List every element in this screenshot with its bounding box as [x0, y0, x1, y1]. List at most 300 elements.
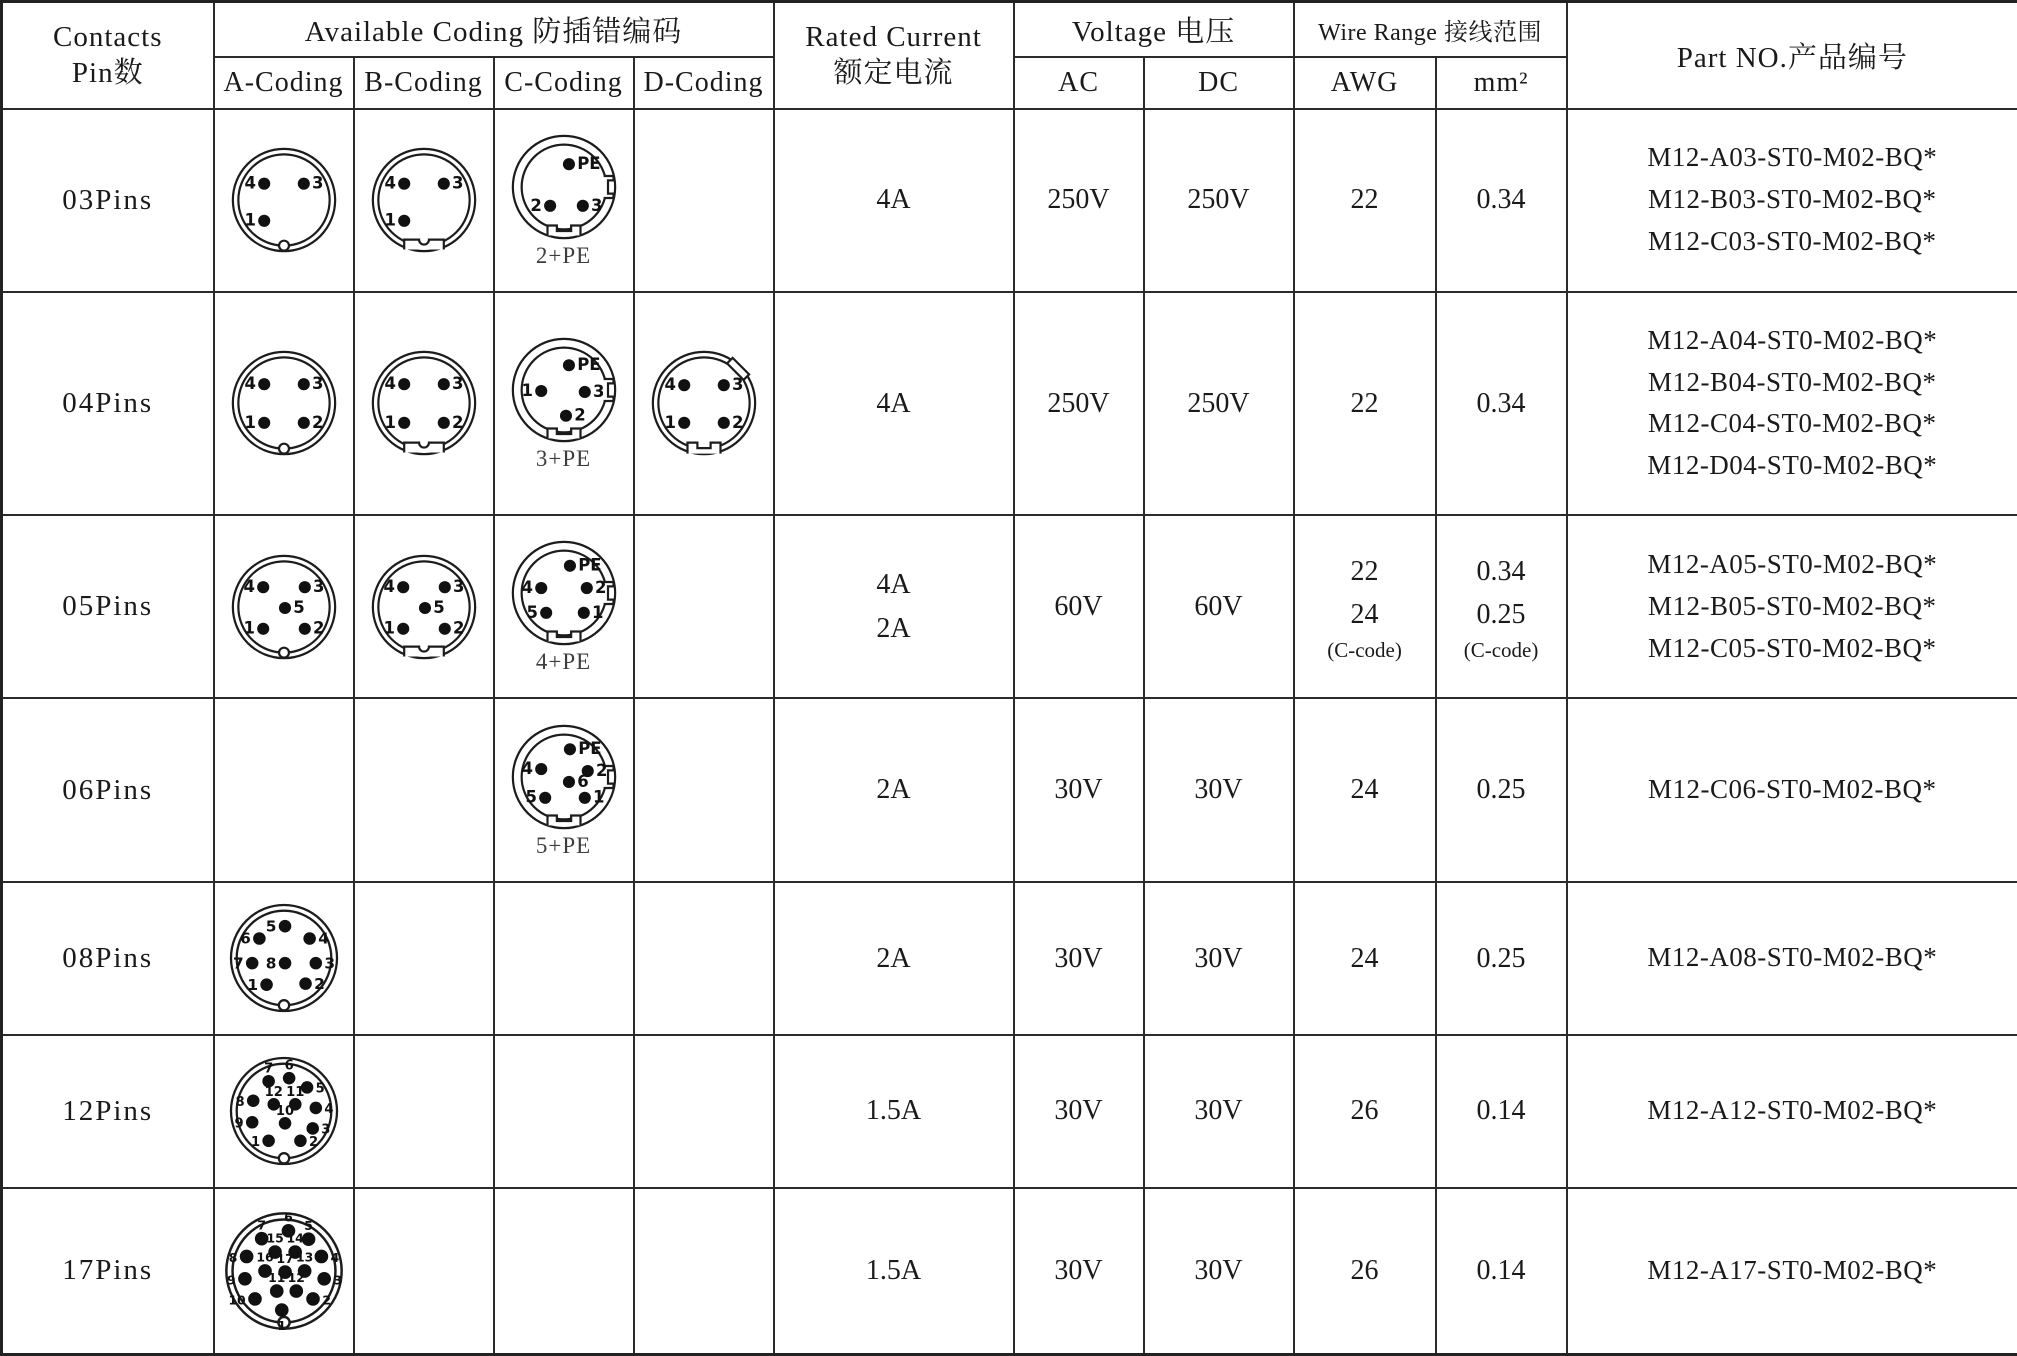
value-line: 2A [876, 612, 911, 644]
pin-3-label: 3 [452, 576, 465, 596]
rated-current-cell [774, 1035, 1014, 1188]
value-line: 22 [1350, 555, 1379, 587]
pin-12-label: 12 [287, 1269, 305, 1285]
part-no-cell [1567, 1188, 2017, 1355]
header-contacts-line1: Contacts [53, 21, 163, 53]
pin-4-dot [398, 379, 410, 391]
pin-2-label: 2 [731, 413, 744, 433]
pin-PE-dot [562, 359, 574, 371]
value-line: 24 [1350, 942, 1379, 974]
pin-2-dot [438, 623, 450, 635]
pins-count-label: 05Pins [62, 590, 154, 623]
pin-3-dot [309, 957, 322, 970]
pins-count-label: 06Pins [62, 773, 154, 806]
value-line: 250V [1047, 184, 1110, 216]
pin-1-dot [578, 791, 590, 803]
pin-1-dot [258, 215, 270, 227]
pins-count-cell [2, 1035, 214, 1188]
pin-2-label: 2 [529, 195, 542, 215]
pin-4-label: 4 [243, 173, 256, 193]
value-line: 0.34 [1476, 387, 1526, 419]
b-coding-connector [355, 145, 493, 255]
pin-PE-dot [562, 158, 574, 170]
a-coding-connector [215, 145, 353, 255]
d-coding-cell [634, 515, 774, 698]
pins-count-cell [2, 515, 214, 698]
pin-PE-label: PE [577, 738, 602, 758]
wire-mm2-cell [1436, 109, 1567, 292]
voltage-ac-cell [1014, 292, 1144, 515]
pin-8-label: 8 [265, 954, 276, 973]
a-coding-cell [214, 1035, 354, 1188]
value-line: M12-B03-ST0-M02-BQ* [1648, 184, 1937, 215]
pin-4-label: 4 [317, 929, 329, 948]
pin-1-dot [260, 979, 273, 992]
pin-3-dot [437, 178, 449, 190]
pin-10-label: 10 [275, 1103, 294, 1119]
pin-3-dot [297, 379, 309, 391]
pin-1-label: 1 [663, 413, 676, 433]
value-line: 30V [1054, 942, 1103, 974]
pin-4-label: 4 [243, 374, 256, 394]
pin-1-label: 1 [383, 210, 396, 230]
rated-current-cell [774, 515, 1014, 698]
voltage-ac-cell [1014, 1035, 1144, 1188]
wire-awg-cell [1294, 1188, 1436, 1355]
c-coding-cell [494, 109, 634, 292]
connector-face-b-coding-diagram [369, 552, 479, 662]
wire-mm2-cell [1436, 1188, 1567, 1355]
pin-6-label: 6 [283, 1209, 293, 1225]
spec-row-05pins [2, 515, 2017, 698]
d-coding-connector [635, 348, 773, 458]
pins-count-label: 12Pins [62, 1094, 154, 1127]
pin-2-dot [297, 417, 309, 429]
value-line: 30V [1194, 1255, 1243, 1287]
value-line: 1.5A [865, 1255, 922, 1287]
header-contacts-line2: Pin数 [71, 57, 144, 90]
header-rated-current-line2: 额定电流 [833, 57, 954, 90]
header-awg: AWG [1294, 57, 1436, 109]
header-b-coding: B-Coding [354, 57, 494, 109]
pin-3-dot [297, 178, 309, 190]
value-line: M12-A12-ST0-M02-BQ* [1647, 1095, 1938, 1126]
connector-face-c-coding-diagram [509, 538, 619, 648]
value-line: 30V [1194, 942, 1243, 974]
pins-count-label: 04Pins [62, 386, 154, 419]
voltage-dc-cell [1144, 1188, 1294, 1355]
pins-count-cell [2, 698, 214, 881]
value-line: (C-code) [1463, 637, 1539, 662]
b-coding-connector [355, 348, 493, 458]
pin-5-label: 5 [292, 597, 305, 617]
pin-1-label: 1 [246, 976, 258, 995]
value-line: M12-A05-ST0-M02-BQ* [1647, 549, 1938, 580]
value-line: M12-A04-ST0-M02-BQ* [1647, 324, 1938, 355]
value-line: M12-C06-ST0-M02-BQ* [1648, 774, 1937, 805]
value-line: M12-D04-ST0-M02-BQ* [1647, 450, 1938, 481]
wire-awg-cell [1294, 1035, 1436, 1188]
pin-1-label: 1 [243, 210, 256, 230]
pin-8-label: 8 [228, 1249, 237, 1265]
pin-8-dot [278, 957, 291, 970]
spec-row-17pins [2, 1188, 2017, 1355]
pin-4-dot [535, 763, 547, 775]
pin-PE-dot [563, 743, 575, 755]
header-d-coding: D-Coding [634, 57, 774, 109]
pin-4-dot [303, 932, 316, 945]
connector-face-a-coding-diagram [227, 1054, 341, 1168]
pin-10-label: 10 [227, 1292, 246, 1308]
voltage-dc-cell [1144, 109, 1294, 292]
pin-5-dot [278, 920, 291, 933]
value-line: 0.34 [1476, 184, 1526, 216]
pin-4-dot [258, 178, 270, 190]
c-coding-cell [494, 1188, 634, 1355]
spec-row-08pins [2, 882, 2017, 1035]
pin-12-dot [289, 1284, 303, 1298]
header-wire-range: Wire Range 接线范围 [1294, 2, 1567, 57]
pin-7-label: 7 [263, 1061, 273, 1077]
pin-3-label: 3 [731, 375, 744, 395]
pin-2-dot [298, 623, 310, 635]
voltage-dc-cell [1144, 515, 1294, 698]
b-coding-cell [354, 698, 494, 881]
pin-1-dot [262, 1135, 275, 1148]
connector-face-d-coding-diagram [649, 348, 759, 458]
pin-3-dot [576, 199, 588, 211]
pin-1-label: 1 [382, 618, 395, 638]
value-line: M12-C05-ST0-M02-BQ* [1648, 632, 1937, 663]
pin-9-dot [245, 1116, 258, 1129]
pin-5-dot [540, 607, 552, 619]
pins-count-label: 03Pins [62, 183, 154, 216]
rated-current-cell [774, 882, 1014, 1035]
pin-11-label: 11 [267, 1269, 285, 1285]
pin-16-label: 16 [255, 1249, 274, 1265]
a-coding-cell [214, 698, 354, 881]
pin-1-label: 1 [250, 1135, 260, 1151]
pin-1-label: 1 [276, 1317, 286, 1333]
pin-15-label: 15 [265, 1230, 284, 1246]
value-line: 22 [1350, 387, 1379, 419]
rated-current-cell [774, 292, 1014, 515]
rated-current-cell [774, 698, 1014, 881]
value-line: 250V [1187, 387, 1250, 419]
value-line: 22 [1350, 184, 1379, 216]
value-line: M12-C04-ST0-M02-BQ* [1648, 408, 1937, 439]
pin-5-label: 5 [265, 917, 276, 936]
voltage-ac-cell [1014, 1188, 1144, 1355]
a-coding-connector [215, 901, 353, 1015]
pins-count-cell [2, 882, 214, 1035]
a-coding-connector [215, 348, 353, 458]
voltage-ac-cell [1014, 109, 1144, 292]
header-rated-current-line1: Rated Current [805, 21, 982, 53]
pin-PE-label: PE [577, 556, 602, 576]
spec-row-06pins [2, 698, 2017, 881]
pin-10-dot [278, 1117, 291, 1130]
value-line: 4A [876, 387, 911, 419]
pin-2-dot [294, 1135, 307, 1148]
value-line: M12-B05-ST0-M02-BQ* [1648, 590, 1937, 621]
connector-face-a-coding-diagram [229, 348, 339, 458]
part-no-cell [1567, 1035, 2017, 1188]
pin-2-dot [717, 417, 729, 429]
value-line: 24 [1350, 599, 1379, 631]
wire-mm2-cell [1436, 292, 1567, 515]
pin-3-dot [437, 379, 449, 391]
pins-count-cell [2, 109, 214, 292]
wire-awg-cell [1294, 515, 1436, 698]
pin-3-label: 3 [332, 1272, 342, 1288]
wire-awg-cell [1294, 698, 1436, 881]
spec-row-03pins [2, 109, 2017, 292]
value-line: M12-A03-ST0-M02-BQ* [1647, 142, 1938, 173]
pin-9-label: 9 [226, 1272, 236, 1288]
pin-1-label: 1 [243, 413, 256, 433]
pin-2-label: 2 [573, 405, 586, 425]
pin-5-label: 5 [303, 1217, 313, 1233]
c-coding-cell [494, 698, 634, 881]
header-rated-current [774, 2, 1014, 109]
pin-8-label: 8 [235, 1095, 245, 1111]
pin-12-label: 12 [264, 1084, 283, 1100]
pin-3-dot [717, 380, 729, 392]
value-line: M12-B04-ST0-M02-BQ* [1648, 366, 1937, 397]
header-c-coding: C-Coding [494, 57, 634, 109]
c-coding-cell [494, 515, 634, 698]
pin-1-label: 1 [242, 618, 255, 638]
value-line: M12-A17-ST0-M02-BQ* [1647, 1254, 1938, 1285]
header-dc: DC [1144, 57, 1294, 109]
value-line: 30V [1054, 1255, 1103, 1287]
c-coding-connector [495, 132, 633, 269]
pins-count-cell [2, 292, 214, 515]
d-coding-cell [634, 698, 774, 881]
d-coding-cell [634, 1188, 774, 1355]
a-coding-connector [215, 1209, 353, 1333]
pin-3-label: 3 [451, 173, 464, 193]
voltage-ac-cell [1014, 698, 1144, 881]
a-coding-cell [214, 515, 354, 698]
pin-3-dot [306, 1122, 319, 1135]
a-coding-connector [215, 552, 353, 662]
pin-4-dot [314, 1249, 328, 1263]
pins-count-cell [2, 1188, 214, 1355]
value-line: 0.34 [1476, 555, 1526, 587]
header-contacts [2, 2, 214, 109]
connector-face-b-coding-diagram [369, 145, 479, 255]
part-no-cell [1567, 515, 2017, 698]
voltage-dc-cell [1144, 292, 1294, 515]
wire-mm2-cell [1436, 1035, 1567, 1188]
b-coding-cell [354, 1035, 494, 1188]
value-line: 26 [1350, 1255, 1379, 1287]
pin-PE-label: PE [576, 355, 601, 375]
d-coding-cell [634, 292, 774, 515]
a-coding-cell [214, 292, 354, 515]
pin-13-label: 13 [295, 1249, 313, 1265]
pin-4-label: 4 [663, 375, 676, 395]
pin-3-label: 3 [323, 954, 335, 973]
value-line: 4A [876, 569, 911, 601]
c-coding-connector [495, 722, 633, 859]
pin-1-dot [577, 607, 589, 619]
value-line: M12-C03-ST0-M02-BQ* [1648, 226, 1937, 257]
pin-4-dot [678, 380, 690, 392]
pin-6-label: 6 [239, 929, 251, 948]
pin-6-dot [282, 1072, 295, 1085]
pin-4-dot [309, 1102, 322, 1115]
pin-5-dot [418, 602, 430, 614]
b-coding-cell [354, 882, 494, 1035]
pin-1-label: 1 [592, 787, 605, 807]
value-line: M12-A08-ST0-M02-BQ* [1647, 942, 1938, 973]
a-coding-cell [214, 109, 354, 292]
pin-4-dot [397, 581, 409, 593]
pin-1-label: 1 [591, 603, 604, 623]
value-line: (C-code) [1327, 637, 1402, 662]
pin-2-dot [580, 582, 592, 594]
connector-caption: 5+PE [535, 832, 592, 858]
d-coding-cell [634, 882, 774, 1035]
pin-5-label: 5 [315, 1081, 325, 1097]
header-mm2: mm² [1436, 57, 1567, 109]
pin-4-label: 4 [383, 374, 396, 394]
value-line: 0.25 [1476, 774, 1526, 806]
a-coding-cell [214, 882, 354, 1035]
pin-6-label: 6 [576, 771, 589, 791]
pin-3-label: 3 [592, 381, 605, 401]
value-line: 30V [1194, 774, 1243, 806]
part-no-cell [1567, 882, 2017, 1035]
pin-2-dot [559, 410, 571, 422]
pin-2-label: 2 [311, 413, 324, 433]
pin-3-label: 3 [311, 374, 324, 394]
b-coding-connector [355, 552, 493, 662]
c-coding-cell [494, 1035, 634, 1188]
c-coding-cell [494, 292, 634, 515]
value-line: 24 [1350, 774, 1379, 806]
pin-3-dot [317, 1272, 331, 1286]
value-line: 250V [1187, 184, 1250, 216]
b-coding-cell [354, 515, 494, 698]
pin-2-label: 2 [313, 974, 325, 993]
pin-3-label: 3 [590, 195, 603, 215]
value-line: 2A [876, 942, 911, 974]
value-line: 0.25 [1476, 942, 1526, 974]
value-line: 30V [1054, 774, 1103, 806]
pin-4-label: 4 [323, 1102, 333, 1118]
connector-caption: 3+PE [535, 445, 592, 471]
pin-8-dot [246, 1095, 259, 1108]
pin-1-dot [678, 417, 690, 429]
pins-count-label: 08Pins [62, 941, 154, 974]
pin-3-label: 3 [312, 576, 325, 596]
pin-4-dot [535, 582, 547, 594]
voltage-dc-cell [1144, 1035, 1294, 1188]
a-coding-cell [214, 1188, 354, 1355]
c-coding-connector [495, 335, 633, 472]
wire-mm2-cell [1436, 698, 1567, 881]
pin-2-dot [306, 1292, 320, 1306]
pin-5-label: 5 [432, 597, 445, 617]
pin-6-label: 6 [284, 1058, 294, 1074]
header-voltage: Voltage 电压 [1014, 2, 1294, 57]
pin-1-label: 1 [520, 380, 533, 400]
wire-awg-cell [1294, 292, 1436, 515]
pin-4-dot [257, 581, 269, 593]
pin-3-dot [578, 386, 590, 398]
pin-1-label: 1 [383, 413, 396, 433]
pin-PE-dot [563, 560, 575, 572]
pin-4-label: 4 [242, 576, 255, 596]
pin-1-dot [398, 215, 410, 227]
connector-face-a-coding-diagram [227, 901, 341, 1015]
value-line: 26 [1350, 1095, 1379, 1127]
value-line: 4A [876, 184, 911, 216]
pin-2-label: 2 [308, 1135, 318, 1151]
pin-7-label: 7 [232, 954, 244, 973]
pin-1-dot [274, 1303, 288, 1317]
value-line: 2A [876, 774, 911, 806]
connector-face-a-coding-diagram [222, 1209, 346, 1333]
voltage-ac-cell [1014, 515, 1144, 698]
pins-count-label: 17Pins [62, 1254, 154, 1287]
pin-1-dot [397, 623, 409, 635]
pin-3-label: 3 [311, 173, 324, 193]
d-coding-cell [634, 109, 774, 292]
value-line: 1.5A [865, 1095, 922, 1127]
connector-caption: 2+PE [535, 242, 592, 268]
pin-4-label: 4 [330, 1249, 339, 1265]
pin-11-label: 11 [285, 1084, 304, 1100]
b-coding-cell [354, 1188, 494, 1355]
pin-2-label: 2 [452, 618, 465, 638]
connector-face-c-coding-diagram [509, 335, 619, 445]
connector-face-a-coding-diagram [229, 145, 339, 255]
pin-8-dot [239, 1249, 253, 1263]
pin-1-dot [257, 623, 269, 635]
header-available-coding: Available Coding 防插错编码 [214, 2, 774, 57]
pin-3-dot [298, 581, 310, 593]
pin-1-dot [258, 417, 270, 429]
connector-caption: 4+PE [535, 649, 592, 675]
header-a-coding: A-Coding [214, 57, 354, 109]
c-coding-cell [494, 882, 634, 1035]
value-line: 30V [1054, 1095, 1103, 1127]
b-coding-cell [354, 109, 494, 292]
pin-14-label: 14 [286, 1230, 304, 1246]
pin-17-label: 17 [275, 1250, 294, 1266]
pin-2-dot [299, 978, 312, 991]
pin-6-dot [562, 775, 574, 787]
pin-3-label: 3 [451, 374, 464, 394]
value-line: 30V [1194, 1095, 1243, 1127]
wire-mm2-cell [1436, 882, 1567, 1035]
connector-face-a-coding-diagram [229, 552, 339, 662]
pin-3-dot [438, 581, 450, 593]
wire-awg-cell [1294, 109, 1436, 292]
pin-7-dot [245, 957, 258, 970]
pin-5-label: 5 [524, 787, 537, 807]
value-line: 60V [1054, 591, 1103, 623]
value-line: 0.25 [1476, 599, 1526, 631]
voltage-dc-cell [1144, 698, 1294, 881]
a-coding-connector [215, 1054, 353, 1168]
connector-face-c-coding-diagram [509, 722, 619, 832]
